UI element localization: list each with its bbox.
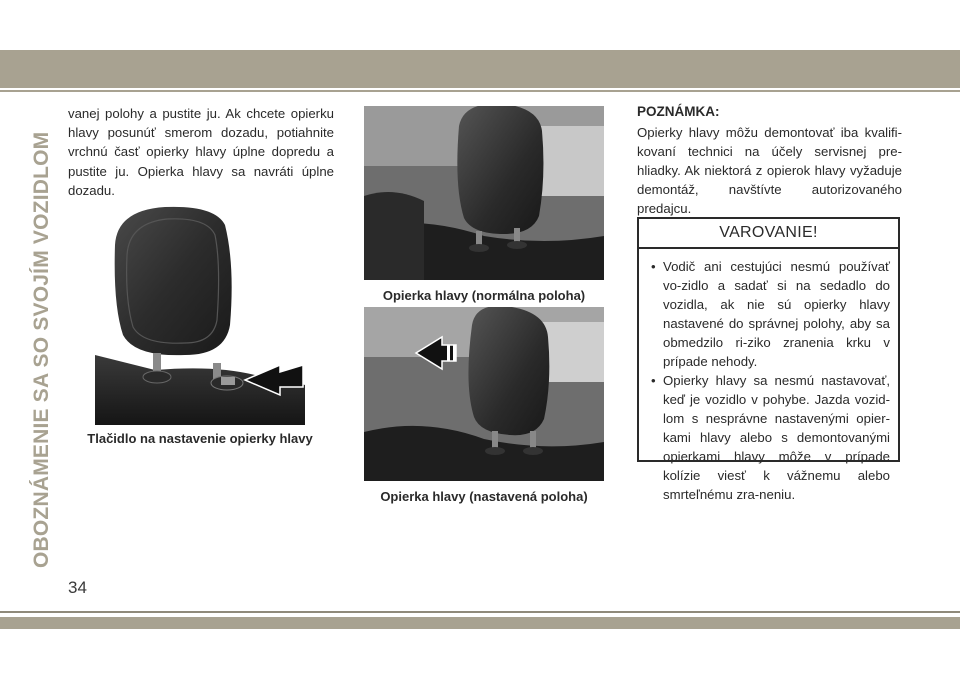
page-number: 34 bbox=[68, 578, 87, 597]
warning-item-text: Vodič ani cestujúci nesmú používať vo-zidlo a sadať si na sedadlo do vozidla, ak nie sú opierky hlavy nastavené do správnej polohy, aby sa obmedzilo ri-ziko zranenia krku v prípade nehody. bbox=[663, 259, 890, 369]
warning-item bbox=[651, 257, 890, 371]
figure-caption-normal: Opierka hlavy (normálna poloha) bbox=[382, 288, 586, 303]
header-rule bbox=[0, 90, 960, 92]
warning-item-text: Opierky hlavy sa nesmú nastavovať, keď je vozidlo v pohybe. Jazda vozid-lom s nesprávne nastavenými opier-kami hlavy alebo s demontovanými opierkami hlavy môže v prípade kolízie viesť k vážnemu alebo smrteľnému zra-neniu. bbox=[663, 373, 890, 502]
warning-box bbox=[637, 217, 900, 502]
headrest-normal-photo bbox=[364, 106, 604, 280]
bullet-icon: • bbox=[651, 259, 656, 274]
section-side-title: OBOZNÁMENIE SA SO SVOJÍM VOZIDLOM bbox=[30, 131, 53, 568]
headrest-button-photo bbox=[95, 205, 305, 425]
warning-title: VAROVANIE! bbox=[639, 219, 898, 249]
note-heading: POZNÁMKA: bbox=[637, 104, 720, 119]
figure-caption-adjusted: Opierka hlavy (nastavená poloha) bbox=[380, 489, 588, 504]
footer-band bbox=[0, 617, 960, 629]
header-band bbox=[0, 50, 960, 88]
warning-list bbox=[639, 249, 898, 504]
note-text: Opierky hlavy môžu demontovať iba kvalifi-kovaní technici na účely servisnej pre-hliadky. Ak niektorá z opierok hlavy vyžaduje demontáž, navštívte autorizovaného predajcu. bbox=[637, 125, 902, 216]
warning-item bbox=[651, 371, 890, 504]
figure-caption-button: Tlačidlo na nastavenie opierky hlavy bbox=[87, 431, 313, 446]
footer-rule bbox=[0, 611, 960, 613]
headrest-adjusted-photo bbox=[364, 307, 604, 481]
bullet-icon: • bbox=[651, 373, 656, 388]
body-text: vanej polohy a pustite ju. Ak chcete opierku hlavy posunúť smerom dozadu, potiahnite vrchnú časť opierky hlavy úplne dopredu a pustite ju. Opierka hlavy sa navráti úplne dozadu. bbox=[68, 106, 334, 198]
